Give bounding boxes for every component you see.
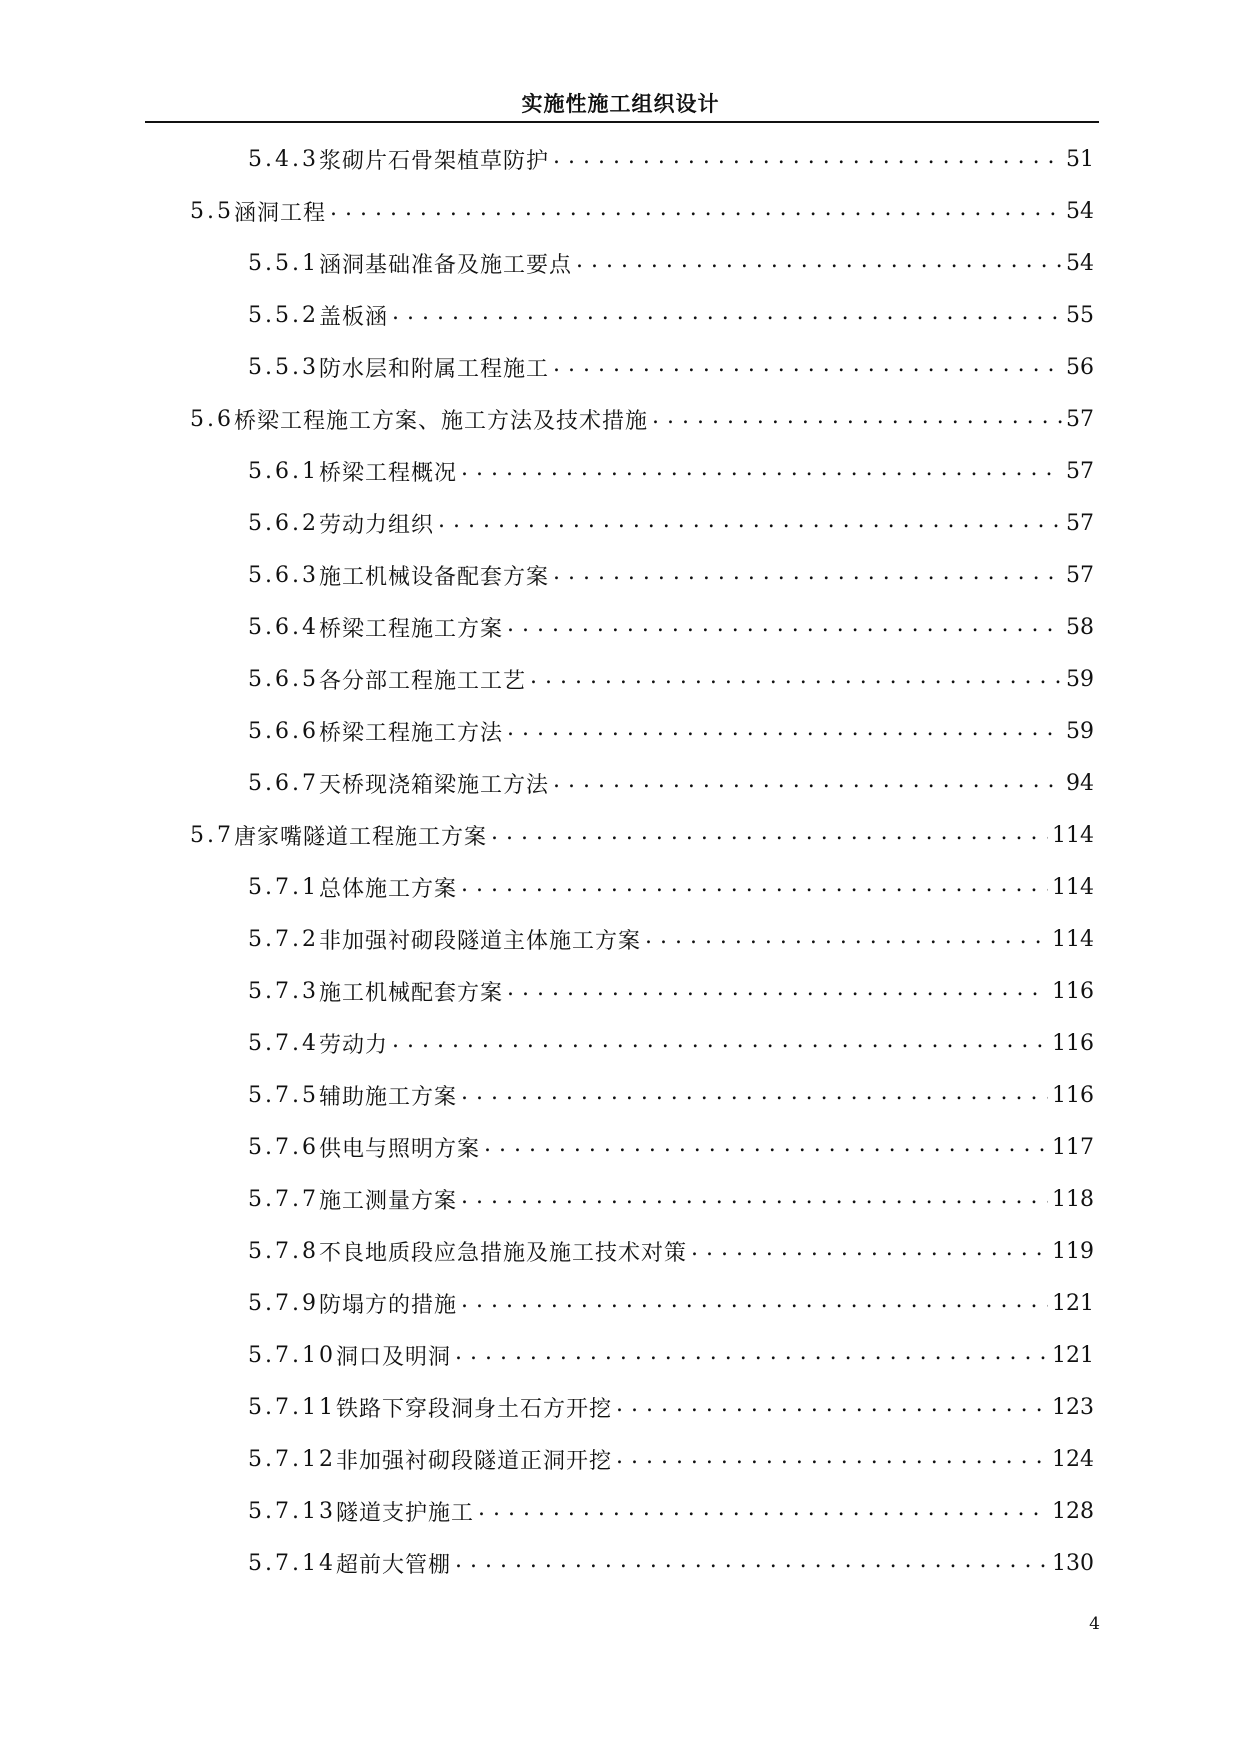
toc-entry-page: 116 — [1052, 978, 1094, 1004]
toc-entry-title: 防水层和附属工程施工 — [318, 356, 549, 382]
toc-entry-title: 非加强衬砌段隧道正洞开挖 — [335, 1448, 612, 1474]
toc-entry-number: 5.7.12 — [248, 1446, 336, 1472]
toc-entry[interactable] — [248, 454, 1094, 488]
toc-entry-title: 桥梁工程施工方案 — [318, 616, 503, 642]
toc-entry-number: 5.7.11 — [248, 1394, 336, 1420]
toc-entry[interactable] — [248, 662, 1094, 696]
toc-entry[interactable] — [248, 350, 1094, 384]
toc-dot-leader — [438, 506, 1062, 540]
toc-entry-title: 施工机械设备配套方案 — [318, 564, 549, 590]
toc-entry-number: 5.7.9 — [248, 1290, 319, 1316]
toc-entry-number: 5.6.7 — [248, 770, 319, 796]
toc-dot-leader — [553, 766, 1062, 800]
toc-entry-page: 94 — [1066, 770, 1094, 796]
toc-entry-title: 各分部工程施工工艺 — [318, 668, 526, 694]
toc-entry-title: 辅助施工方案 — [318, 1084, 457, 1110]
toc-entry-page: 57 — [1066, 510, 1094, 536]
toc-dot-leader — [616, 1390, 1048, 1424]
toc-entry[interactable] — [248, 558, 1094, 592]
toc-entry[interactable] — [248, 506, 1094, 540]
toc-entry-number: 5.6.4 — [248, 614, 319, 640]
toc-entry[interactable] — [248, 1182, 1094, 1216]
toc-dot-leader — [461, 1078, 1048, 1112]
toc-dot-leader — [455, 1546, 1048, 1580]
toc-entry[interactable] — [248, 1026, 1094, 1060]
toc-entry-page: 116 — [1052, 1082, 1094, 1108]
toc-entry-number: 5.7.8 — [248, 1238, 319, 1264]
toc-dot-leader — [392, 1026, 1048, 1060]
toc-entry-title: 唐家嘴隧道工程施工方案 — [234, 824, 488, 850]
toc-entry-title: 铁路下穿段洞身土石方开挖 — [335, 1396, 612, 1422]
toc-dot-leader — [491, 818, 1048, 852]
toc-entry-page: 128 — [1052, 1498, 1094, 1524]
toc-entry-title: 桥梁工程施工方案、施工方法及技术措施 — [234, 408, 649, 434]
toc-entry-number: 5.5.3 — [248, 354, 319, 380]
toc-dot-leader — [484, 1130, 1048, 1164]
toc-entry-number: 5.7.13 — [248, 1498, 336, 1524]
toc-entry[interactable] — [248, 1494, 1094, 1528]
toc-entry-title: 非加强衬砌段隧道主体施工方案 — [318, 928, 641, 954]
toc-entry-page: 119 — [1052, 1238, 1094, 1264]
toc-dot-leader — [330, 194, 1062, 228]
toc-entry-number: 5.6 — [190, 406, 234, 432]
toc-entry-number: 5.7.4 — [248, 1030, 319, 1056]
toc-entry-title: 总体施工方案 — [318, 876, 457, 902]
toc-entry[interactable] — [190, 194, 1094, 228]
toc-entry-page: 54 — [1066, 198, 1094, 224]
toc-entry[interactable] — [248, 1130, 1094, 1164]
toc-entry-page: 121 — [1052, 1342, 1094, 1368]
toc-dot-leader — [507, 714, 1062, 748]
toc-dot-leader — [461, 1286, 1048, 1320]
toc-entry-title: 涵洞基础准备及施工要点 — [318, 252, 572, 278]
toc-entry[interactable] — [248, 1286, 1094, 1320]
toc-entry-page: 57 — [1066, 458, 1094, 484]
toc-entry[interactable] — [248, 246, 1094, 280]
toc-entry-number: 5.5.1 — [248, 250, 319, 276]
toc-dot-leader — [461, 870, 1048, 904]
toc-entry[interactable] — [248, 1234, 1094, 1268]
toc-entry[interactable] — [248, 1338, 1094, 1372]
page-header-title: 实施性施工组织设计 — [521, 92, 720, 116]
toc-entry-number: 5.6.5 — [248, 666, 319, 692]
toc-entry-number: 5.7.1 — [248, 874, 319, 900]
toc-entry-number: 5.5.2 — [248, 302, 319, 328]
toc-dot-leader — [645, 922, 1048, 956]
toc-entry[interactable] — [248, 298, 1094, 332]
toc-entry-page: 54 — [1066, 250, 1094, 276]
toc-entry-page: 123 — [1052, 1394, 1094, 1420]
toc-entry-page: 51 — [1066, 146, 1094, 172]
toc-dot-leader — [553, 350, 1062, 384]
toc-entry-number: 5.7.5 — [248, 1082, 319, 1108]
toc-entry-title: 桥梁工程施工方法 — [318, 720, 503, 746]
toc-dot-leader — [461, 1182, 1048, 1216]
toc-entry-page: 117 — [1052, 1134, 1094, 1160]
toc-entry[interactable] — [248, 610, 1094, 644]
toc-entry-page: 57 — [1066, 406, 1094, 432]
toc-entry[interactable] — [190, 402, 1094, 436]
toc-entry[interactable] — [248, 1078, 1094, 1112]
toc-entry-page: 59 — [1066, 666, 1094, 692]
toc-entry-page: 118 — [1052, 1186, 1094, 1212]
toc-entry[interactable] — [190, 818, 1094, 852]
toc-entry-number: 5.7.3 — [248, 978, 319, 1004]
toc-entry-title: 不良地质段应急措施及施工技术对策 — [318, 1240, 687, 1266]
toc-entry[interactable] — [248, 870, 1094, 904]
toc-entry[interactable] — [248, 1390, 1094, 1424]
toc-entry[interactable] — [248, 1546, 1094, 1580]
toc-entry-page: 124 — [1052, 1446, 1094, 1472]
toc-dot-leader — [691, 1234, 1048, 1268]
toc-dot-leader — [553, 558, 1062, 592]
toc-dot-leader — [507, 974, 1048, 1008]
toc-dot-leader — [576, 246, 1062, 280]
toc-entry-number: 5.7.7 — [248, 1186, 319, 1212]
toc-entry-number: 5.7.6 — [248, 1134, 319, 1160]
toc-entry-title: 防塌方的措施 — [318, 1292, 457, 1318]
toc-entry-number: 5.5 — [190, 198, 234, 224]
toc-dot-leader — [507, 610, 1062, 644]
toc-entry-title: 施工测量方案 — [318, 1188, 457, 1214]
toc-entry-title: 浆砌片石骨架植草防护 — [318, 148, 549, 174]
toc-entry-page: 59 — [1066, 718, 1094, 744]
toc-dot-leader — [616, 1442, 1048, 1476]
toc-entry-page: 121 — [1052, 1290, 1094, 1316]
toc-entry-page: 114 — [1052, 926, 1094, 952]
toc-entry-number: 5.7.14 — [248, 1550, 336, 1576]
toc-entry[interactable] — [248, 922, 1094, 956]
toc-dot-leader — [553, 142, 1062, 176]
toc-entry-page: 116 — [1052, 1030, 1094, 1056]
toc-dot-leader — [652, 402, 1062, 436]
toc-entry-number: 5.6.6 — [248, 718, 319, 744]
toc-entry-title: 劳动力 — [318, 1032, 388, 1058]
toc-entry-page: 58 — [1066, 614, 1094, 640]
toc-entry-number: 5.7.2 — [248, 926, 319, 952]
toc-entry-title: 桥梁工程概况 — [318, 460, 457, 486]
toc-dot-leader — [530, 662, 1062, 696]
toc-entry-page: 55 — [1066, 302, 1094, 328]
toc-entry-page: 114 — [1052, 874, 1094, 900]
toc-entry-title: 盖板涵 — [318, 304, 388, 330]
toc-entry[interactable] — [248, 974, 1094, 1008]
toc-entry-title: 隧道支护施工 — [335, 1500, 474, 1526]
toc-entry-title: 天桥现浇箱梁施工方法 — [318, 772, 549, 798]
toc-entry-title: 供电与照明方案 — [318, 1136, 480, 1162]
toc-entry-page: 114 — [1052, 822, 1094, 848]
toc-entry-number: 5.6.3 — [248, 562, 319, 588]
toc-entry-page: 56 — [1066, 354, 1094, 380]
toc-entry[interactable] — [248, 766, 1094, 800]
toc-dot-leader — [455, 1338, 1048, 1372]
toc-entry-title: 超前大管棚 — [335, 1552, 451, 1578]
toc-dot-leader — [478, 1494, 1048, 1528]
toc-entry[interactable] — [248, 714, 1094, 748]
toc-dot-leader — [461, 454, 1062, 488]
toc-entry-number: 5.6.2 — [248, 510, 319, 536]
toc-entry-title: 劳动力组织 — [318, 512, 434, 538]
toc-dot-leader — [392, 298, 1062, 332]
toc-entry[interactable] — [248, 142, 1094, 176]
header-divider — [145, 121, 1099, 123]
toc-entry-number: 5.7 — [190, 822, 234, 848]
toc-entry-number: 5.7.10 — [248, 1342, 336, 1368]
toc-entry[interactable] — [248, 1442, 1094, 1476]
toc-entry-title: 施工机械配套方案 — [318, 980, 503, 1006]
page-number: 4 — [1089, 1614, 1100, 1634]
toc-entry-title: 涵洞工程 — [234, 200, 327, 226]
toc-entry-page: 57 — [1066, 562, 1094, 588]
toc-entry-number: 5.6.1 — [248, 458, 319, 484]
toc-entry-number: 5.4.3 — [248, 146, 319, 172]
toc-entry-page: 130 — [1052, 1550, 1094, 1576]
toc-entry-title: 洞口及明洞 — [335, 1344, 451, 1370]
